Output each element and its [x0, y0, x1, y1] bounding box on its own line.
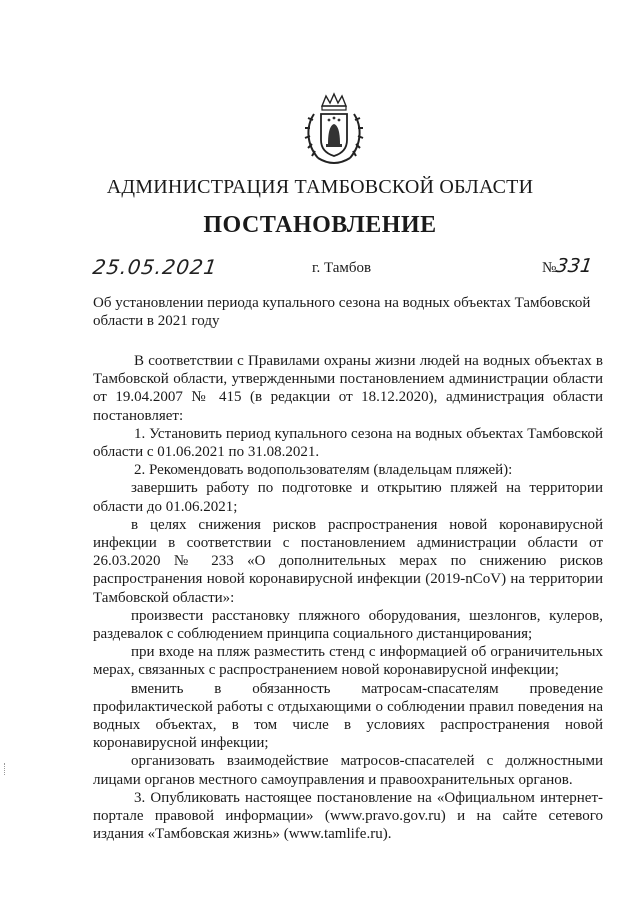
paragraph-cooperation: организовать взаимодействие матросов-спасателей с должностными лицами органов местного самоуправления и правоохранительных органов.	[93, 753, 603, 788]
paragraph-item-1: 1. Установить период купального сезона на водных объектах Тамбовской области с 01.06.2021 по 31.08.2021.	[93, 425, 603, 461]
number-prefix: №	[542, 260, 557, 276]
paragraph-item-3: 3. Опубликовать настоящее постановление на «Официальном интернет-портале правовой информации» (www.pravo.gov.ru) и на сайте сетевого издания «Тамбовская жизнь» (www.tamlife.ru).	[93, 789, 603, 843]
paragraph-prepare-beaches: завершить работу по подготовке и открытию пляжей на территории области до 01.06.2021;	[93, 480, 603, 515]
document-city: г. Тамбов	[312, 260, 372, 276]
organization-title: АДМИНИСТРАЦИЯ ТАМБОВСКОЙ ОБЛАСТИ	[106, 176, 534, 198]
paragraph-covid-measures: в целях снижения рисков распространения новой коронавирусной инфекции в соответствии с постановлением администрации области от 26.03.2020 № 233 «О дополнительных мерах по снижению рисков распространения новой коронавирусной инфекции (2019-nCoV) на территории Тамбовской области»:	[93, 516, 603, 606]
number-value: 331	[554, 255, 595, 277]
document-subject: Об установлении периода купального сезона на водных объектах Тамбовской области в 2021 году	[93, 295, 591, 329]
paragraph-equipment: произвести расстановку пляжного оборудования, шезлонгов, кулеров, раздевалок с соблюдением принципа социального дистанцирования;	[93, 607, 603, 643]
paragraph-preamble: В соответствии с Правилами охраны жизни людей на водных объектах в Тамбовской области, утвержденными постановлением администрации области от 19.04.2007 № 415 (в редакции от 18.12.2020), администрация области постановляет:	[93, 353, 603, 424]
document-number	[542, 255, 593, 277]
paragraph-info-stand: при входе на пляж разместить стенд с информацией об ограничительных мерах, связанных с распространением новой коронавирусной инфекции;	[93, 644, 603, 679]
document-date: 25.05.2021	[91, 255, 220, 279]
document-body	[93, 352, 603, 843]
paragraph-lifeguards-duty: вменить в обязанность матросам-спасателям проведение профилактической работы с отдыхающими о соблюдении правил поведения на водных объектах, в том числе в условиях распространения новой коронавирусной инфекции;	[93, 680, 603, 752]
paragraph-item-2: 2. Рекомендовать водопользователям (владельцам пляжей):	[134, 462, 513, 479]
document-type-title: ПОСТАНОВЛЕНИЕ	[203, 212, 437, 238]
scan-edge-mark	[4, 763, 6, 775]
tambov-coat-of-arms-icon	[300, 92, 368, 170]
